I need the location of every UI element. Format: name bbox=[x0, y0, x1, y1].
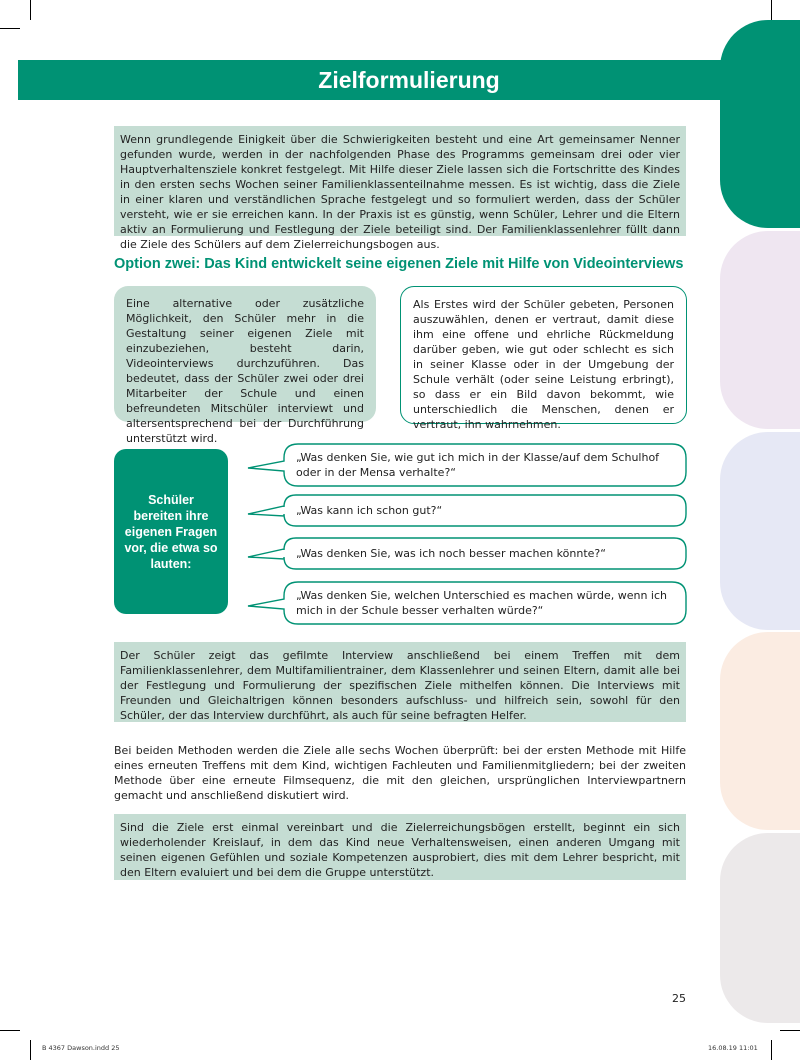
first-step-box: Als Erstes wird der Schüler gebeten, Personen auszuwählen, denen er vertraut, damit diese ihm eine offene und ehrliche Rückmeldung darüber geben, wie gut oder schlecht es sich in seiner Klasse oder in der Umgebung der Schule verhält (oder seine Leistung erbringt), so dass er ein Bild davon bekommt, wie unterschiedlich die Menschen, denen er vertraut, ihn wahrnehmen. bbox=[400, 286, 687, 424]
question-text: „Was kann ich schon gut?“ bbox=[296, 504, 443, 517]
interview-box: Der Schüler zeigt das gefilmte Interview anschließend bei einem Treffen mit dem Familienklassenlehrer, dem Multifamilientrainer, dem Klassenlehrer und seinen Eltern, damit alle bei der Festlegung und Formulierung der spezifischen Ziele mithelfen können. Die Interviews mit Freunden und Gleichaltrigen können besonders aufschluss- und hilfreich sein, sowohl für den Schüler, der das Interview durchführt, als auch für seine befragten Helfer. bbox=[114, 642, 686, 722]
question-text: „Was denken Sie, wie gut ich mich in der Klasse/auf dem Schulhof oder in der Mensa verhalte?“ bbox=[296, 451, 660, 479]
question-bubble bbox=[248, 537, 688, 570]
crop-mark bbox=[771, 1040, 772, 1060]
students-label-text: Schüler bereiten ihre eigenen Fragen vor, die etwa so lauten: bbox=[124, 492, 218, 571]
question-bubble bbox=[248, 581, 688, 625]
alternative-option-box: Eine alternative oder zusätzliche Möglichkeit, den Schüler mehr in die Gestaltung seiner eigenen Ziele mit einzubeziehen, besteht darin, Videointerviews durchzuführen. Das bedeutet, dass der Schüler zwei oder drei Mitarbeiter der Schule und einen befreundeten Mitschüler interviewt und altersentsprechend bei der Durchführung unterstützt wird. bbox=[114, 286, 376, 422]
chapter-tab-active bbox=[720, 20, 800, 228]
methods-paragraph: Bei beiden Methoden werden die Ziele alle sechs Wochen überprüft: bei der ersten Methode mit Hilfe eines erneuten Treffens mit dem Kind, wichtigen Fachleuten und Familienmitgliedern; bei der zweiten Methode über eine erneute Filmsequenz, die mit den gleichen, ursprünglichen Interviewpartnern gemacht und anschließend diskutiert wird. bbox=[114, 744, 686, 802]
question-text: „Was denken Sie, was ich noch besser machen könnte?“ bbox=[296, 547, 606, 560]
crop-mark bbox=[30, 1040, 31, 1060]
crop-mark bbox=[30, 0, 31, 20]
crop-mark bbox=[780, 1030, 800, 1031]
footer-file-info: B 4367 Dawson.indd 25 bbox=[42, 1044, 120, 1052]
chapter-tab bbox=[720, 833, 800, 1023]
crop-mark bbox=[771, 0, 772, 20]
crop-mark bbox=[0, 1030, 20, 1031]
question-bubble bbox=[248, 443, 688, 487]
page-title: Zielformulierung bbox=[18, 60, 800, 100]
page-number: 25 bbox=[672, 992, 686, 1005]
intro-box: Wenn grundlegende Einigkeit über die Schwierigkeiten besteht und eine Art gemeinsamer Nenner gefunden wurde, werden in der nachfolgenden Phase des Programms gemeinsam drei oder vier Hauptverhaltensziele konkret festgelegt. Mit Hilfe dieser Ziele lassen sich die Fortschritte des Kindes in den ersten sechs Wochen seiner Familienklassenteilnahme messen. Es ist wichtig, dass die Ziele in einer klaren und verständlichen Sprache festgelegt und so formuliert werden, dass der Schüler versteht, wie er sie erreichen kann. In der Praxis ist es günstig, wenn Schüler, Lehrer und die Eltern aktiv an Formulierung und Festlegung der Ziele beteiligt sind. Der Familienklassenlehrer füllt dann die Ziele des Schülers auf dem Zielerreichungsbogen aus. bbox=[114, 126, 686, 236]
chapter-tab bbox=[720, 231, 800, 429]
question-bubble bbox=[248, 494, 688, 527]
chapter-tab bbox=[720, 632, 800, 830]
cycle-box: Sind die Ziele erst einmal vereinbart und die Zielerreichungsbögen erstellt, beginnt ein sich wiederholender Kreislauf, in dem das Kind neue Verhaltensweisen, einen anderen Umgang mit seinen eigenen Gefühlen und soziale Kompetenzen ausprobiert, dies mit dem Lehrer bespricht, mit den Eltern evaluiert und bei dem die Gruppe unterstützt. bbox=[114, 814, 686, 880]
chapter-tab bbox=[720, 432, 800, 630]
section-subheading: Option zwei: Das Kind entwickelt seine eigenen Ziele mit Hilfe von Videointerviews bbox=[114, 256, 684, 272]
students-questions-label bbox=[114, 449, 228, 614]
crop-mark bbox=[0, 28, 20, 29]
question-text: „Was denken Sie, welchen Unterschied es machen würde, wenn ich mich in der Schule besser verhalten würde?“ bbox=[296, 589, 667, 617]
footer-timestamp: 16.08.19 11:01 bbox=[708, 1044, 758, 1052]
